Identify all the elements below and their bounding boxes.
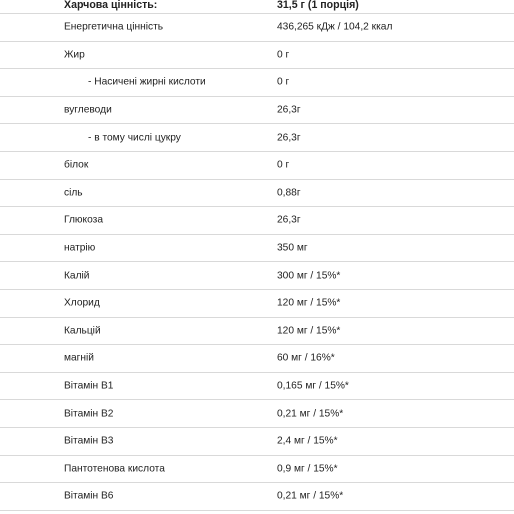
nutrient-name: Кальцій <box>64 325 101 337</box>
nutrient-name: Енергетична цінність <box>64 21 164 33</box>
table-row <box>0 42 514 70</box>
nutrient-value: 120 мг / 15%* <box>277 325 341 337</box>
nutrient-value: 0,21 мг / 15%* <box>277 408 344 420</box>
nutrient-value: 0 г <box>277 76 290 88</box>
table-row <box>0 428 514 456</box>
nutrient-value: 300 мг / 15%* <box>277 270 341 282</box>
nutrient-name: сіль <box>64 187 83 199</box>
nutrient-value: 2,4 мг / 15%* <box>277 435 338 447</box>
table-row <box>0 124 514 152</box>
nutrient-name: Вітамін B6 <box>64 490 114 502</box>
table-row <box>0 456 514 484</box>
nutrient-value: 120 мг / 15%* <box>277 297 341 309</box>
table-row <box>0 262 514 290</box>
nutrient-value: 0,21 мг / 15%* <box>277 490 344 502</box>
nutrient-name: Вітамін B1 <box>64 380 114 392</box>
nutrient-value: 0,88г <box>277 187 301 199</box>
nutrient-name: Калій <box>64 270 90 282</box>
nutrient-name: - Насичені жирні кислоти <box>88 76 206 88</box>
nutrient-name: Вітамін B2 <box>64 408 114 420</box>
nutrient-value: 60 мг / 16%* <box>277 352 335 364</box>
table-header-row <box>0 0 514 14</box>
header-label: Харчова цінність: <box>64 0 158 11</box>
nutrient-value: 26,3г <box>277 132 301 144</box>
table-row <box>0 318 514 346</box>
nutrient-name: Пантотенова кислота <box>64 463 165 475</box>
nutrition-rows <box>0 14 514 511</box>
nutrient-value: 0,9 мг / 15%* <box>277 463 338 475</box>
nutrient-name: Глюкоза <box>64 214 103 226</box>
table-row <box>0 345 514 373</box>
table-row <box>0 97 514 125</box>
nutrient-value: 26,3г <box>277 104 301 116</box>
nutrient-name: вуглеводи <box>64 104 112 116</box>
nutrient-name: Хлорид <box>64 297 100 309</box>
table-row <box>0 207 514 235</box>
table-row <box>0 14 514 42</box>
table-row <box>0 235 514 263</box>
table-row <box>0 180 514 208</box>
nutrient-value: 0,165 мг / 15%* <box>277 380 349 392</box>
nutrient-value: 26,3г <box>277 214 301 226</box>
table-row <box>0 400 514 428</box>
nutrient-name: натрію <box>64 242 96 254</box>
nutrient-name: Вітамін B3 <box>64 435 114 447</box>
header-serving-value: 31,5 г (1 порція) <box>277 0 359 11</box>
table-row <box>0 290 514 318</box>
table-row <box>0 373 514 401</box>
nutrient-name: - в тому числі цукру <box>88 132 181 144</box>
nutrient-name: білок <box>64 159 89 171</box>
nutrient-name: магній <box>64 352 94 364</box>
table-row <box>0 483 514 511</box>
nutrient-name: Жир <box>64 49 85 61</box>
table-row <box>0 152 514 180</box>
nutrient-value: 0 г <box>277 49 290 61</box>
nutrient-value: 0 г <box>277 159 290 171</box>
nutrient-value: 350 мг <box>277 242 308 254</box>
table-row <box>0 69 514 97</box>
nutrient-value: 436,265 кДж / 104,2 ккал <box>277 21 393 33</box>
